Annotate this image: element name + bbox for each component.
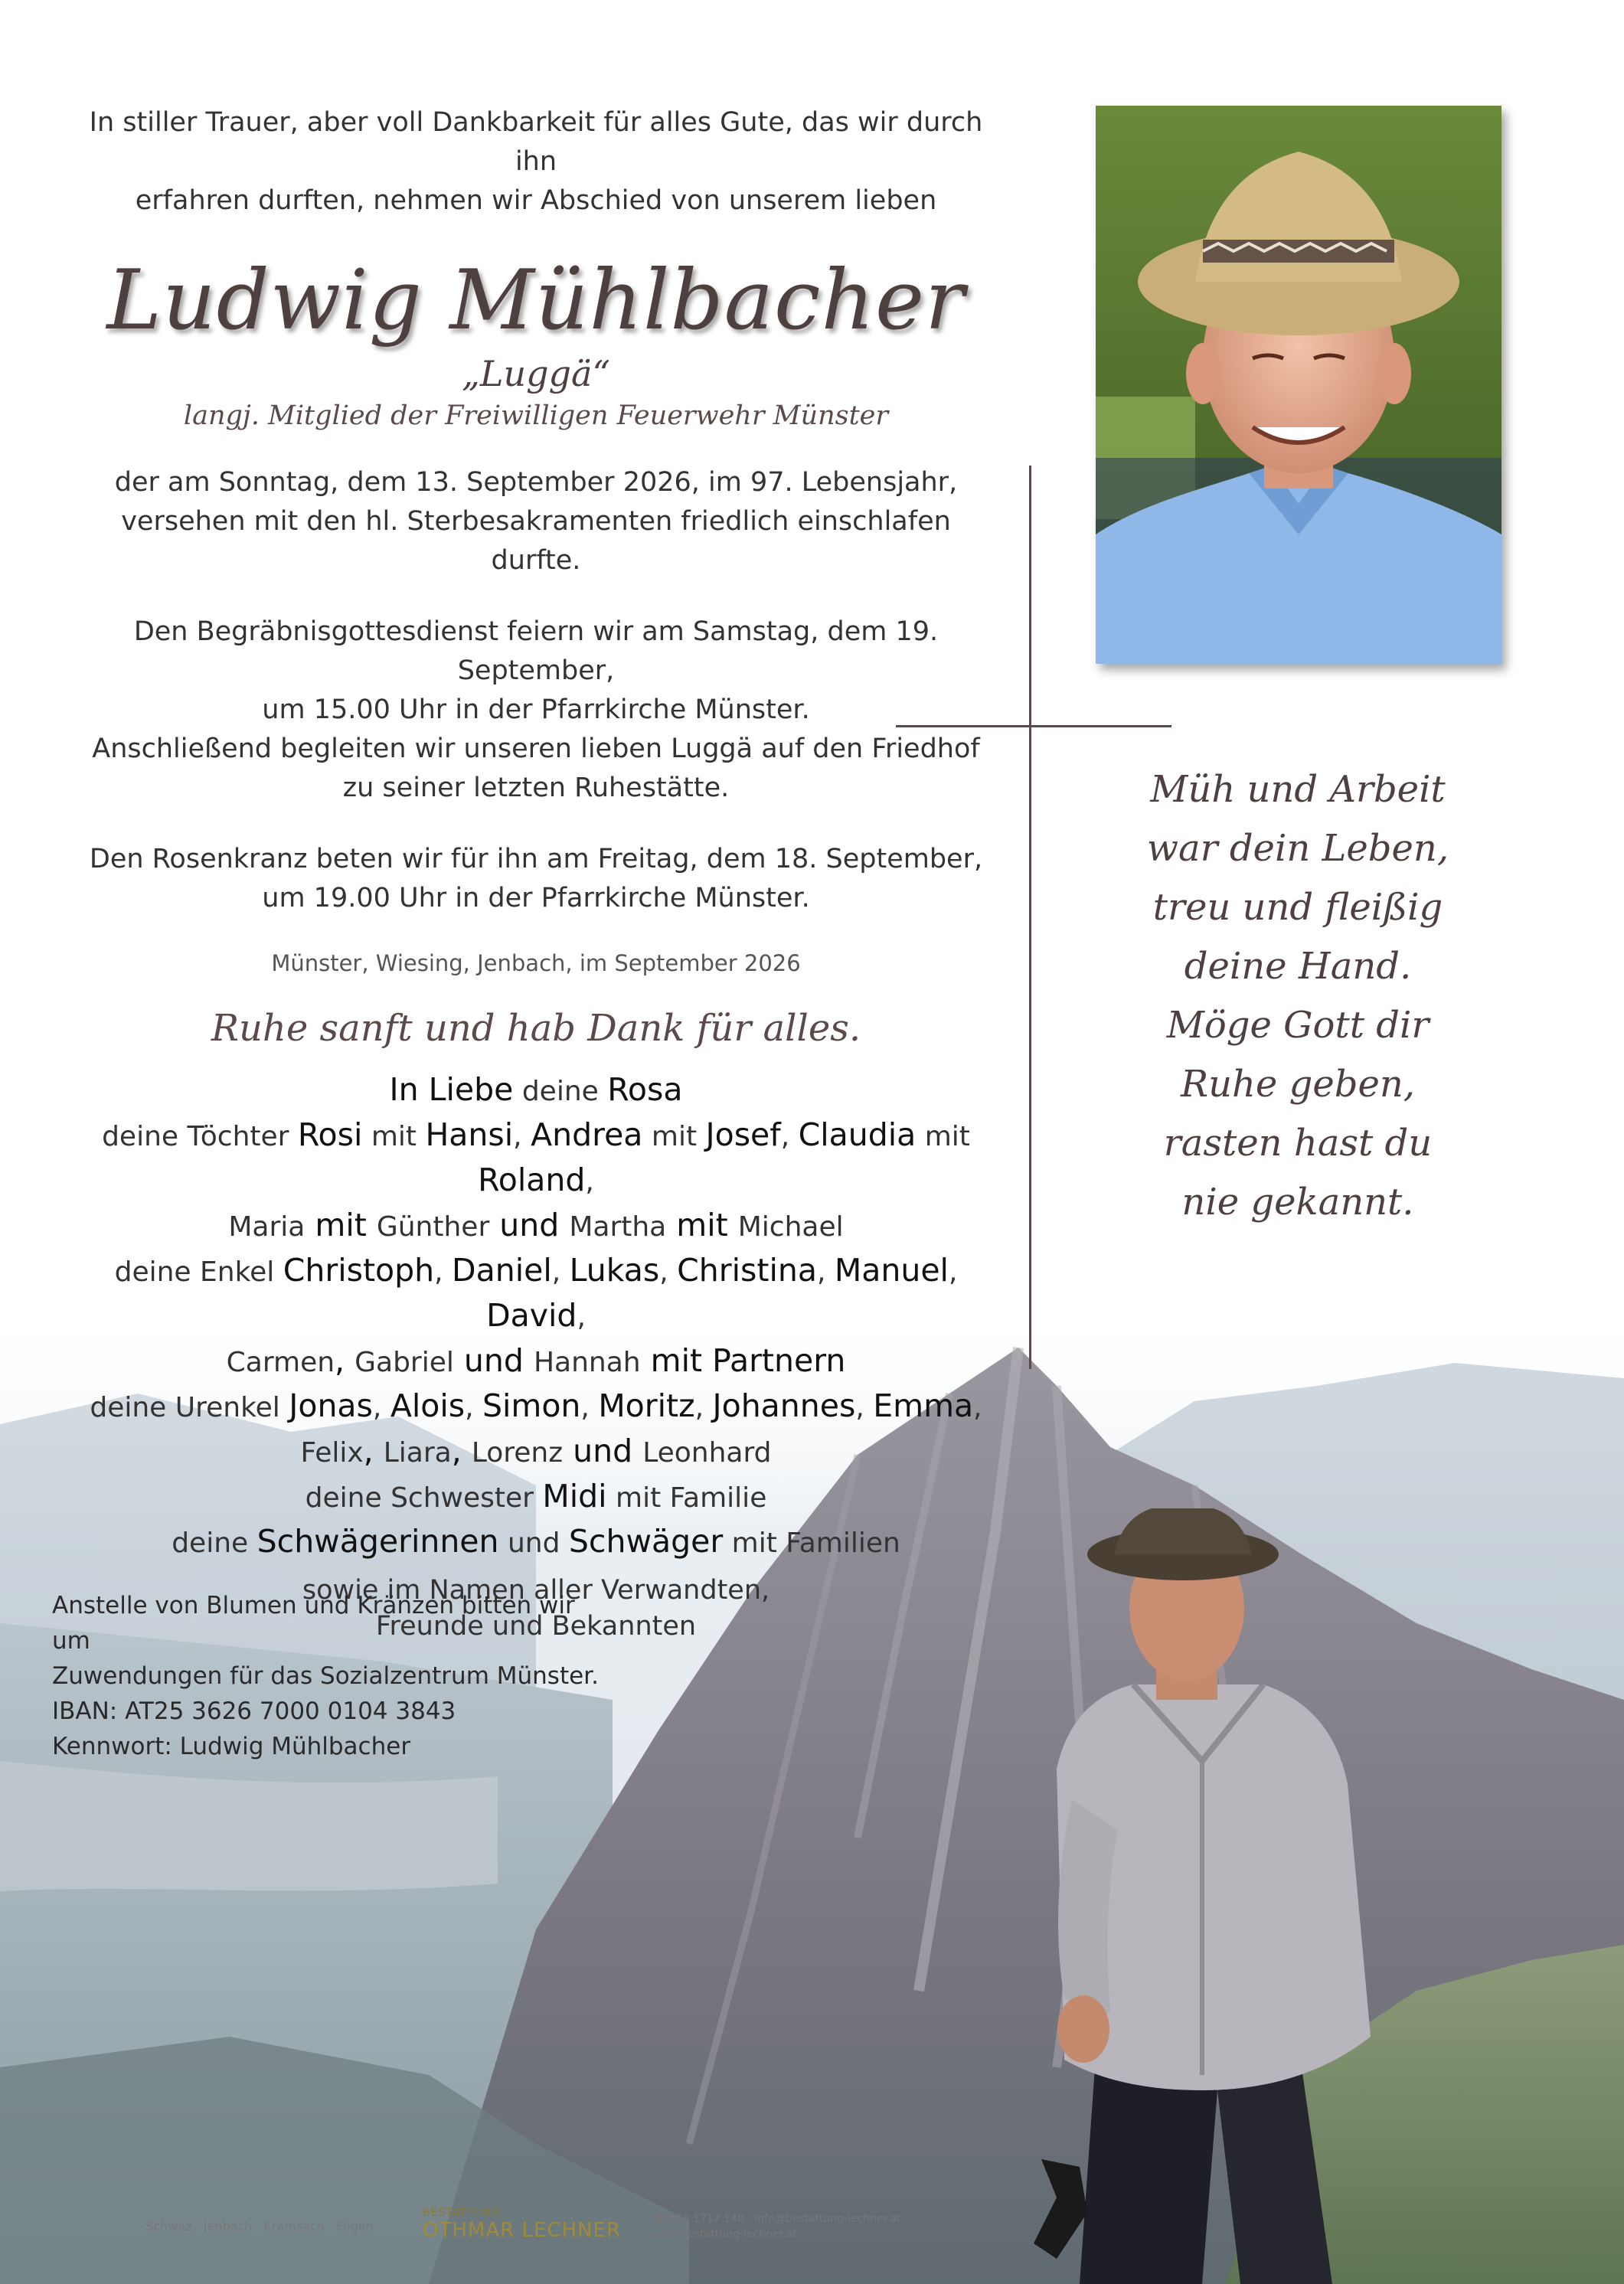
family-line (84, 1384, 988, 1430)
family-member-name: Andrea (531, 1116, 643, 1153)
family-member-name: Christoph (283, 1252, 435, 1289)
poem-line: deine Hand. (1184, 945, 1412, 988)
family-connector-text: mit Familien (723, 1528, 900, 1559)
family-connector-text: deine (172, 1528, 257, 1559)
family-member-name: Emma (873, 1387, 974, 1424)
deceased-membership: langj. Mitglied der Freiwilligen Feuerwehr Münster (183, 400, 889, 431)
family-member-name: mit (305, 1207, 377, 1243)
footer-brand-label: BESTATTUNG (423, 2207, 501, 2219)
family-member-name: , (335, 1342, 355, 1379)
footer-website-link[interactable]: www.bestattung-lechner.at (652, 2228, 797, 2240)
family-connector-text: , (465, 1392, 482, 1423)
family-member-name: , (363, 1433, 384, 1469)
death-line: der am Sonntag, dem 13. September 2026, im 97. Lebensjahr, (114, 467, 958, 498)
family-connector-text: deine Enkel (114, 1256, 283, 1288)
family-connector-text: deine Töchter (102, 1121, 298, 1152)
family-member-name: und (489, 1207, 570, 1243)
undertaker-footer (145, 2205, 988, 2251)
family-connector-text: deine (513, 1076, 608, 1107)
family-connector-text: Michael (737, 1211, 844, 1243)
poem-line: Möge Gott dir (1166, 1004, 1430, 1047)
family-connector-text: Gabriel (355, 1347, 454, 1378)
family-member-name: Alois (390, 1387, 466, 1424)
deceased-name: Ludwig Mühlbacher (106, 253, 966, 348)
family-connector-text: Maria (228, 1211, 306, 1243)
family-connector-text: mit (362, 1121, 426, 1152)
family-connector-text: mit (916, 1121, 970, 1152)
funeral-line: um 15.00 Uhr in der Pfarrkirche Münster. (262, 694, 810, 725)
portrait-photo (1096, 106, 1501, 664)
family-connector-text: , (580, 1392, 599, 1423)
intro-line: erfahren durften, nehmen wir Abschied von unserem lieben (135, 185, 937, 216)
rosary-notice (84, 840, 988, 918)
family-connector-text: Leonhard (642, 1437, 772, 1469)
family-connector-text: Günther (376, 1211, 490, 1243)
family-connector-text: , (816, 1256, 835, 1288)
donation-line: Zuwendungen für das Sozialzentrum Münster. (52, 1662, 599, 1690)
family-connector-text: Hannah (533, 1347, 641, 1378)
family-line (84, 1113, 988, 1204)
family-member-name: In Liebe (389, 1071, 514, 1108)
family-member-name: mit (666, 1207, 738, 1243)
poem-line: treu und fleißig (1152, 886, 1443, 929)
cross-vertical-bar (1029, 466, 1031, 1369)
footer-locations: Schwaz · Jenbach · Kramsach · Fügen (145, 2219, 374, 2233)
family-list (84, 1068, 988, 1565)
family-connector-text: , (694, 1392, 713, 1423)
footer-brand-name: OTHMAR LECHNER (423, 2219, 622, 2242)
rosary-line: Den Rosenkranz beten wir für ihn am Freitag, dem 18. September, (89, 844, 983, 874)
family-member-name: Midi (542, 1478, 607, 1514)
family-line (84, 1339, 988, 1384)
family-member-name: Daniel (452, 1252, 552, 1289)
family-member-name: Johannes (712, 1387, 856, 1424)
intro-text (84, 103, 988, 221)
family-member-name: Jonas (289, 1387, 373, 1424)
family-member-name: Claudia (798, 1116, 917, 1153)
family-line (84, 1475, 988, 1520)
funeral-line: zu seiner letzten Ruhestätte. (342, 773, 730, 803)
family-member-name: Rosi (297, 1116, 363, 1153)
family-member-name: Christina (677, 1252, 817, 1289)
cross-horizontal-bar (896, 725, 1171, 727)
deceased-nickname: „Luggä“ (462, 353, 610, 394)
family-line (84, 1068, 988, 1113)
intro-line: In stiller Trauer, aber voll Dankbarkeit für alles Gute, das wir durch ihn (89, 107, 983, 177)
family-connector-text: und (498, 1528, 569, 1559)
family-connector-text: Martha (569, 1211, 667, 1243)
place-and-date: Münster, Wiesing, Jenbach, im September 2026 (271, 950, 801, 976)
family-connector-text: , (855, 1392, 874, 1423)
family-connector-text: , (659, 1256, 678, 1288)
family-line (84, 1249, 988, 1339)
family-member-name: und (563, 1433, 643, 1469)
closing-line: sowie im Namen aller Verwandten, (302, 1575, 770, 1606)
family-member-name: Roland (478, 1162, 586, 1198)
family-member-name: Rosa (607, 1071, 683, 1108)
footer-phone-email[interactable]: ☎ 050 1717 140 · info@bestattung-lechner.at (652, 2213, 901, 2225)
poem-line: war dein Leben, (1146, 827, 1449, 870)
memorial-poem (1103, 760, 1493, 1232)
family-member-name: Lukas (569, 1252, 660, 1289)
family-connector-text: , (434, 1256, 453, 1288)
family-member-name: Schwäger (568, 1523, 724, 1560)
family-member-name: Hansi (425, 1116, 514, 1153)
family-connector-text: , (551, 1256, 570, 1288)
family-connector-text: Carmen (226, 1347, 335, 1378)
family-line (84, 1520, 988, 1565)
family-connector-text: deine Urenkel (90, 1392, 289, 1423)
family-member-name: Simon (482, 1387, 581, 1424)
family-connector-text: mit Familie (606, 1482, 767, 1514)
family-connector-text: deine Schwester (305, 1482, 543, 1514)
family-connector-text: , (372, 1392, 390, 1423)
funeral-line: Den Begräbnisgottesdienst feiern wir am Samstag, dem 19. September, (133, 616, 939, 686)
donation-iban: IBAN: AT25 3626 7000 0104 3843 (52, 1697, 456, 1725)
family-connector-text: , (973, 1392, 982, 1423)
family-connector-text: , (780, 1121, 799, 1152)
family-connector-text: , (513, 1121, 531, 1152)
family-connector-text: , (577, 1302, 586, 1333)
family-connector-text: Felix (300, 1437, 364, 1469)
rosary-line: um 19.00 Uhr in der Pfarrkirche Münster. (262, 883, 810, 913)
family-member-name: Manuel (834, 1252, 949, 1289)
poem-line: Müh und Arbeit (1150, 768, 1446, 811)
standing-man-photo (1011, 1508, 1409, 2284)
family-member-name: Schwägerinnen (257, 1523, 499, 1560)
poem-line: rasten hast du (1163, 1122, 1433, 1165)
family-line (84, 1430, 988, 1475)
family-connector-text: , (585, 1166, 594, 1198)
family-connector-text: Lorenz (471, 1437, 564, 1469)
rest-in-peace-line: Ruhe sanft und hab Dank für alles. (211, 1007, 861, 1050)
family-member-name: , (451, 1433, 472, 1469)
poem-line: Ruhe geben, (1180, 1063, 1416, 1106)
funeral-notice (84, 613, 988, 808)
footer-contact (652, 2211, 901, 2242)
donation-keyword: Kennwort: Ludwig Mühlbacher (52, 1733, 411, 1760)
family-connector-text: Liara (383, 1437, 452, 1469)
family-line (84, 1204, 988, 1249)
family-member-name: mit Partnern (640, 1342, 846, 1379)
funeral-line: Anschließend begleiten wir unseren lieben Luggä auf den Friedhof (92, 734, 980, 764)
poem-line: nie gekannt. (1181, 1181, 1414, 1224)
family-connector-text: mit (642, 1121, 706, 1152)
family-member-name: Moritz (598, 1387, 695, 1424)
donation-line: Anstelle von Blumen und Kränzen bitten wir um (52, 1592, 575, 1655)
death-line: versehen mit den hl. Sterbesakramenten friedlich einschlafen durfte. (121, 506, 951, 576)
main-text-column (84, 103, 988, 1645)
family-member-name: und (453, 1342, 534, 1379)
closing-line: Freunde und Bekannten (375, 1611, 697, 1642)
donation-request (52, 1588, 603, 1764)
family-connector-text: , (948, 1256, 958, 1288)
death-notice (84, 463, 988, 580)
family-member-name: Josef (705, 1116, 781, 1153)
family-member-name: David (486, 1297, 577, 1334)
